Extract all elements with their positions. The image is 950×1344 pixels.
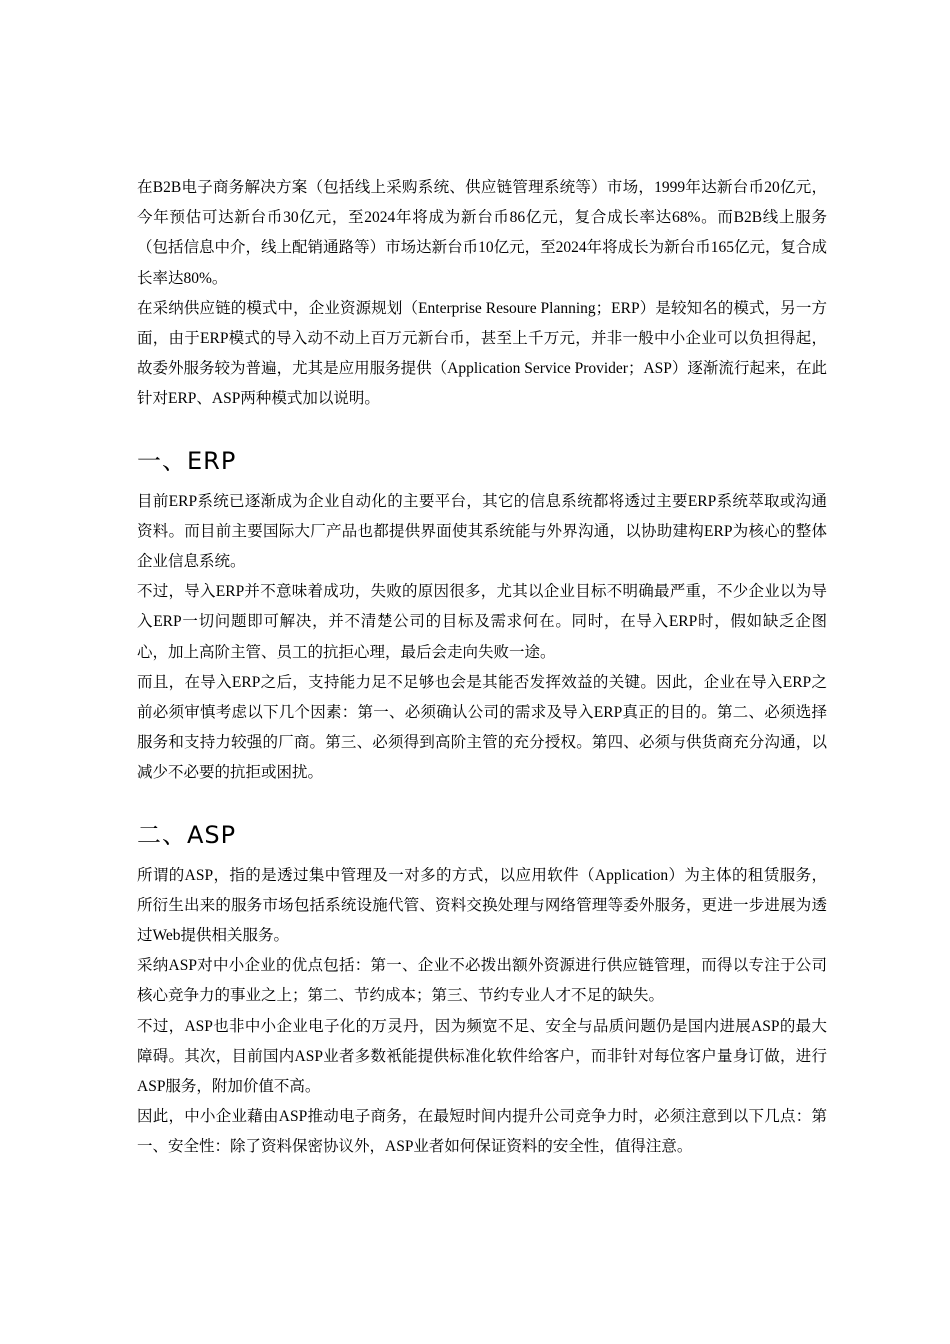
- asp-paragraph-1: 所谓的ASP，指的是透过集中管理及一对多的方式，以应用软件（Application）为主体的租赁服务，所衍生出来的服务市场包括系统设施代管、资料交换处理与网络管理等委外服务，更进一步进展为透过Web提供相关服务。: [137, 866, 827, 945]
- intro-paragraph-1: 在B2B电子商务解决方案（包括线上采购系统、供应链管理系统等）市场，1999年达新台币20亿元，今年预估可达新台币30亿元，至2024年将成为新台币86亿元，复合成长率达68%。而B2B线上服务（包括信息中介，线上配销通路等）市场达新台币10亿元，至2024年将成长为新台币165亿元，复合成长率达80%。: [137, 179, 827, 287]
- asp-paragraph-4: 因此，中小企业藉由ASP推动电子商务，在最短时间内提升公司竞争力时，必须注意到以下几点：第一、安全性：除了资料保密协议外，ASP业者如何保证资料的安全性，值得注意。: [137, 1108, 827, 1156]
- erp-paragraph-2: 不过，导入ERP并不意味着成功，失败的原因很多，尤其以企业目标不明确最严重，不少企业以为导入ERP一切问题即可解决，并不清楚公司的目标及需求何在。同时，在导入ERP时，假如缺乏企图心，加上高阶主管、员工的抗拒心理，最后会走向失败一途。: [137, 583, 827, 661]
- intro-paragraph-2: 在采纳供应链的模式中，企业资源规划（Enterprise Resoure Planning；ERP）是较知名的模式，另一方面，由于ERP模式的导入动不动上百万元新台币，甚至上千万元，并非一般中小企业可以负担得起，故委外服务较为普遍，尤其是应用服务提供（Application Service Provider；ASP）逐渐流行起来，在此针对ERP、ASP两种模式加以说明。: [137, 299, 827, 408]
- asp-paragraph-2: 采纳ASP对中小企业的优点包括：第一、企业不必拨出额外资源进行供应链管理，而得以专注于公司核心竞争力的事业之上；第二、节约成本；第三、节约专业人才不足的缺失。: [137, 957, 828, 1005]
- section-heading-asp: 二、ASP: [137, 820, 237, 849]
- asp-paragraph-3: 不过，ASP也非中小企业电子化的万灵丹，因为频宽不足、安全与品质问题仍是国内进展ASP的最大障碍。其次，目前国内ASP业者多数衹能提供标准化软件给客户，而非针对每位客户量身订做，进行ASP服务，附加价值不高。: [137, 1017, 827, 1096]
- section-heading-erp: 一、ERP: [137, 446, 237, 475]
- erp-paragraph-3: 而且，在导入ERP之后，支持能力足不足够也会是其能否发挥效益的关键。因此，企业在导入ERP之前必须审慎考虑以下几个因素：第一、必须确认公司的需求及导入ERP真正的目的。第二、必须选择服务和支持力较强的厂商。第三、必须得到高阶主管的充分授权。第四、必须与供货商充分沟通，以减少不必要的抗拒或困扰。: [137, 673, 827, 782]
- erp-paragraph-1: 目前ERP系统已逐渐成为企业自动化的主要平台，其它的信息系统都将透过主要ERP系统萃取或沟通资料。而目前主要国际大厂产品也都提供界面使其系统能与外界沟通，以协助建构ERP为核心的整体企业信息系统。: [137, 492, 827, 571]
- document-page: [137, 173, 827, 1163]
